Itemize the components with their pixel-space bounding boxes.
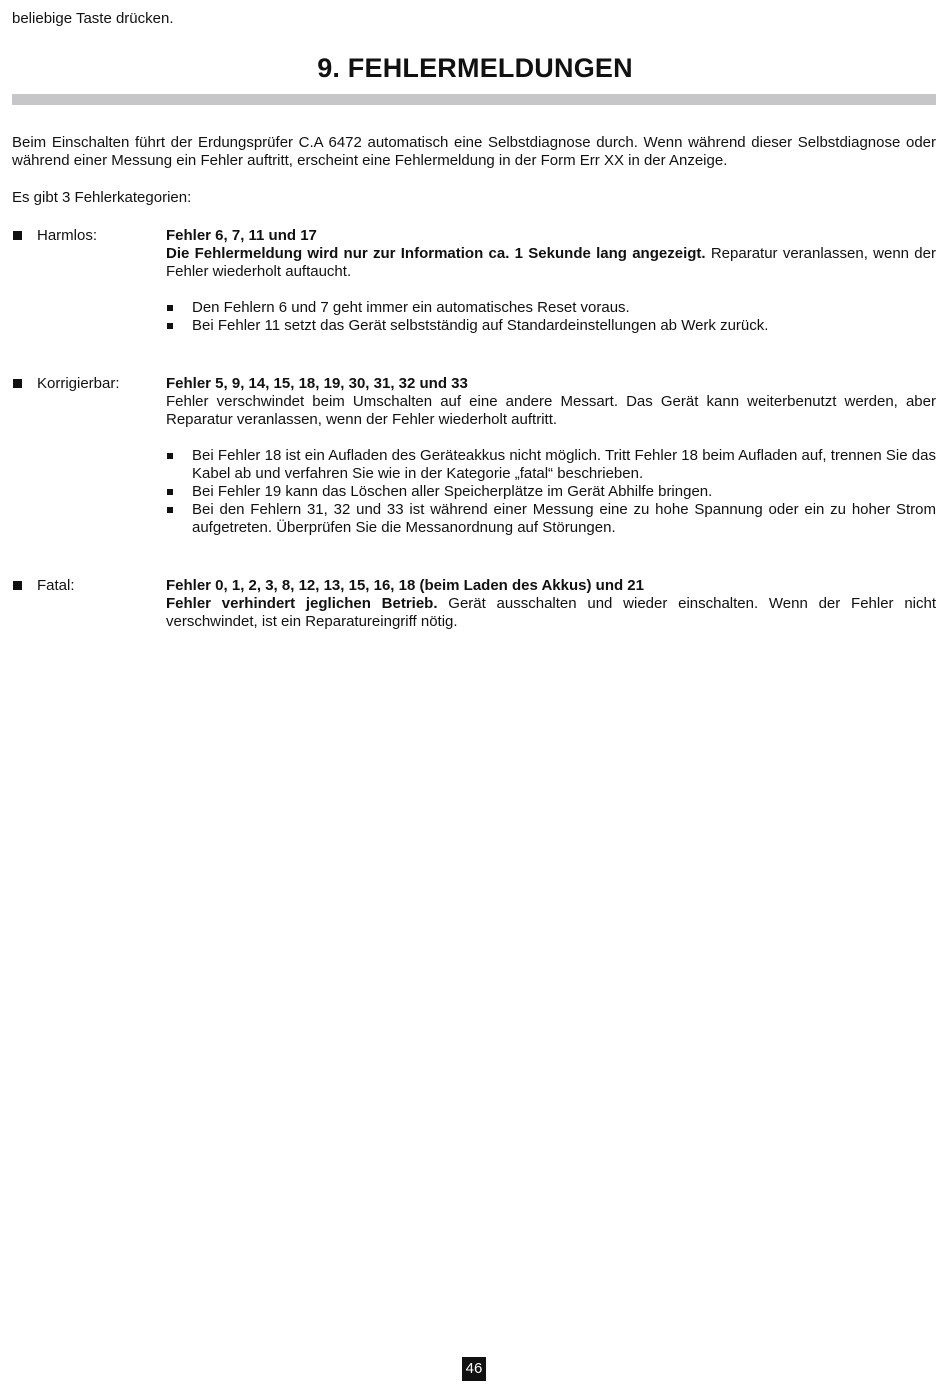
small-square-bullet-icon [167, 453, 173, 459]
category-label: Korrigierbar: [37, 375, 120, 392]
list-item [166, 447, 936, 483]
note-text: Bei Fehler 11 setzt das Gerät selbstständig auf Standardeinstellungen ab Werk zurück. [192, 317, 769, 334]
list-item [166, 299, 936, 317]
square-bullet-icon [13, 581, 22, 590]
category-heading: Fehler 5, 9, 14, 15, 18, 19, 30, 31, 32 und 33 [166, 375, 468, 392]
category-description-bold: Fehler verhindert jeglichen Betrieb. [166, 595, 438, 612]
category-description-text: Gerät ausschalten und wieder einschalten. Wenn der Fehler nicht verschwindet, ist ein Reparatureingriff nötig. [166, 595, 936, 630]
small-square-bullet-icon [167, 489, 173, 495]
small-square-bullet-icon [167, 507, 173, 513]
category-body [166, 577, 936, 631]
title-underline-bar [12, 94, 936, 105]
category-heading: Fehler 6, 7, 11 und 17 [166, 227, 317, 244]
note-text: Bei den Fehlern 31, 32 und 33 ist während einer Messung eine zu hohe Spannung oder ein zu hoher Strom aufgetreten. Überprüfen Sie die Messanordnung auf Störungen. [192, 501, 936, 536]
intro-paragraph: Beim Einschalten führt der Erdungsprüfer C.A 6472 automatisch eine Selbstdiagnose durch. Wenn während dieser Selbstdiagnose oder während einer Messung ein Fehler auftritt, erscheint eine Fehlermeldung in der Form Err XX in der Anzeige. [12, 134, 936, 169]
category-label: Fatal: [37, 577, 75, 594]
category-body [166, 375, 936, 537]
continuation-text: beliebige Taste drücken. [12, 10, 174, 27]
category-description-text: Reparatur veranlassen, wenn der Fehler wiederholt auftaucht. [166, 245, 936, 280]
note-text: Bei Fehler 18 ist ein Aufladen des Geräteakkus nicht möglich. Tritt Fehler 18 beim Aufladen auf, trennen Sie das Kabel ab und verfahren Sie wie in der Kategorie „fatal“ beschrieben. [192, 447, 936, 482]
category-description: Fehler verschwindet beim Umschalten auf eine andere Messart. Das Gerät kann weiterbenutzt werden, aber Reparatur veranlassen, wenn der Fehler wiederholt auftritt. [166, 393, 936, 428]
small-square-bullet-icon [167, 323, 173, 329]
category-heading: Fehler 0, 1, 2, 3, 8, 12, 13, 15, 16, 18 (beim Laden des Akkus) und 21 [166, 577, 644, 594]
note-text: Bei Fehler 19 kann das Löschen aller Speicherplätze im Gerät Abhilfe bringen. [192, 483, 713, 500]
page-number: 46 [462, 1357, 486, 1381]
list-item [166, 483, 936, 501]
note-text: Den Fehlern 6 und 7 geht immer ein automatisches Reset voraus. [192, 299, 630, 316]
section-title: 9. FEHLERMELDUNGEN [317, 53, 633, 83]
category-body [166, 227, 936, 335]
category-description-bold: Die Fehlermeldung wird nur zur Information ca. 1 Sekunde lang angezeigt. [166, 245, 706, 262]
square-bullet-icon [13, 231, 22, 240]
category-description [166, 595, 936, 631]
category-notes [166, 299, 936, 335]
small-square-bullet-icon [167, 305, 173, 311]
list-item [166, 317, 936, 335]
square-bullet-icon [13, 379, 22, 388]
category-description [166, 245, 936, 281]
category-notes [166, 447, 936, 537]
categories-intro: Es gibt 3 Fehlerkategorien: [12, 189, 192, 206]
list-item [166, 501, 936, 537]
category-label: Harmlos: [37, 227, 98, 244]
